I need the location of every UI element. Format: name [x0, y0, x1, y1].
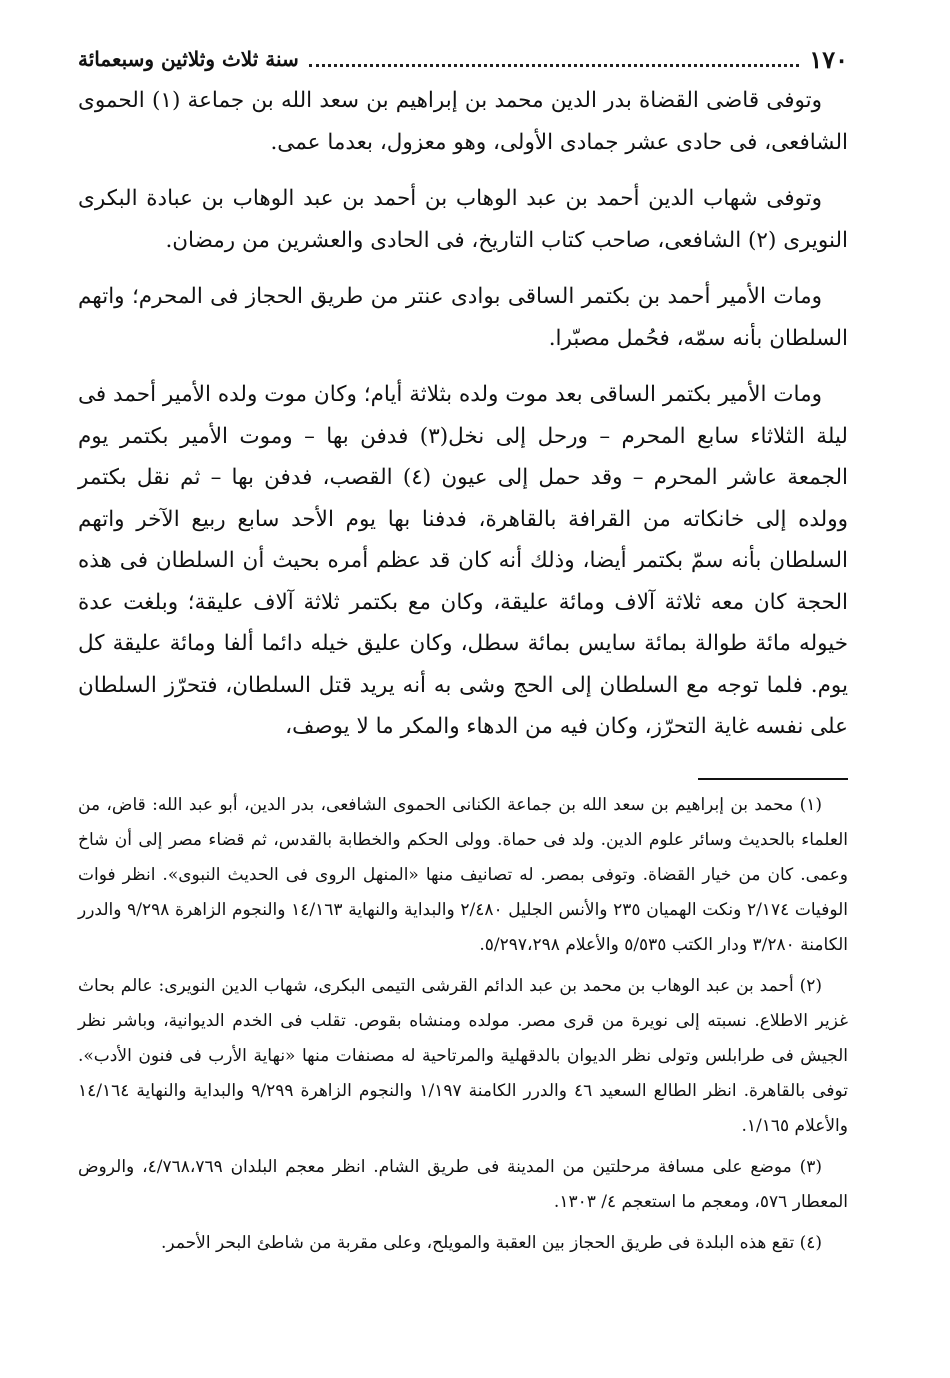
- book-page: [78, 38, 848, 1267]
- footnote: (٢) أحمد بن عبد الوهاب بن محمد بن عبد الدائم القرشى التيمى البكرى، شهاب الدين النويرى: عالم بحاث غزير الاطلاع. نسبته إلى نويرة من قرى مصر. مولده ومنشاه بقوص. تقلب فى الخدم الديوانية، وباشر نظر الجيش فى طرابلس وتولى نظر الديوان بالدقهلية والمرتاحية له مصنفات منها «نهاية الأرب فى فنون الأدب». توفى بالقاهرة. انظر الطالع السعيد ٤٦ والدرر الكامنة ١/١٩٧ والنجوم الزاهرة ٩/٢٩٩ والبداية والنهاية ١٤/١٦٤ والأعلام ١/١٦٥.: [78, 975, 848, 1136]
- footnotes: [78, 788, 848, 1261]
- paragraph: وتوفى قاضى القضاة بدر الدين محمد بن إبراهيم بن سعد الله بن جماعة (١) الحموى الشافعى، فى حادى عشر جمادى الأولى، وهو معزول، بعدما عمى.: [78, 88, 848, 155]
- page-number: ١٧٠: [809, 44, 848, 74]
- separator-line: [698, 778, 848, 780]
- footnote: (٣) موضع على مسافة مرحلتين من المدينة فى طريق الشام. انظر معجم البلدان ٤/٧٦٨،٧٦٩، والروض المعطار ٥٧٦، ومعجم ما استعجم ٤/ ١٣٠٣.: [78, 1156, 848, 1212]
- paragraph: ومات الأمير أحمد بن بكتمر الساقى بوادى عنتر من طريق الحجاز فى المحرم؛ واتهم السلطان بأنه سمّه، فحُمل مصبّرا.: [78, 284, 848, 351]
- page-header: [78, 38, 848, 80]
- dotted-leader: [309, 52, 800, 67]
- footnote-separator: [78, 748, 848, 788]
- paragraph: ومات الأمير بكتمر الساقى بعد موت ولده بثلاثة أيام؛ وكان موت ولده الأمير أحمد فى ليلة الثلاثاء سابع المحرم – ورحل إلى نخل(٣) فدفن بها – وموت الأمير بكتمر يوم الجمعة عاشر المحرم – وقد حمل إلى عيون (٤) القصب، فدفن بها – ثم نقل بكتمر وولده إلى خانكاته من القرافة بالقاهرة، فدفنا بها يوم الأحد سابع ربيع الآخر واتهم السلطان بأنه سمّ بكتمر أيضا، وذلك أنه كان قد عظم أمره بحيث أن السلطان فى هذه الحجة كان معه ثلاثة آلاف ومائة عليقة، وكان مع بكتمر ثلاثة آلاف عليقة؛ وبلغت عدة خيوله مائة طوالة بمائة سايس بمائة سطل، وكان عليق خيله دائما ألفا ومائة عليقة كل يوم. فلما توجه مع السلطان إلى الحج وشى به أنه يريد قتل السلطان، فتحرّز السلطان على نفسه غاية التحرّز، وكان فيه من الدهاء والمكر ما لا يوصف،: [78, 382, 848, 739]
- paragraph: وتوفى شهاب الدين أحمد بن عبد الوهاب بن أحمد بن عبد الوهاب بن عبادة البكرى النويرى (٢) الشافعى، صاحب كتاب التاريخ، فى الحادى والعشرين من رمضان.: [78, 186, 848, 253]
- main-text: [78, 80, 848, 748]
- footnote: (١) محمد بن إبراهيم بن سعد الله بن جماعة الكنانى الحموى الشافعى، بدر الدين، أبو عبد الله: قاض، من العلماء بالحديث وسائر علوم الدين. ولد فى حماة. وولى الحكم والخطابة بالقدس، ثم قضاء مصر إلى أن شاخ وعمى. كان من خيار القضاة. وتوفى بمصر. له تصانيف منها «المنهل الروى فى الحديث النبوى». انظر فوات الوفيات ٢/١٧٤ ونكت الهميان ٢٣٥ والأنس الجليل ٢/٤٨٠ والبداية والنهاية ١٤/١٦٣ والنجوم الزاهرة ٩/٢٩٨ والدرر الكامنة ٣/٢٨٠ ودار الكتب ٥/٥٣٥ والأعلام ٥/٢٩٧،٢٩٨.: [78, 794, 849, 955]
- footnote: (٤) تقع هذه البلدة فى طريق الحجاز بين العقبة والمويلح، وعلى مقربة من شاطئ البحر الأحمر.: [161, 1232, 822, 1253]
- running-title: سنة ثلاث وثلاثين وسبعمائة: [78, 47, 299, 71]
